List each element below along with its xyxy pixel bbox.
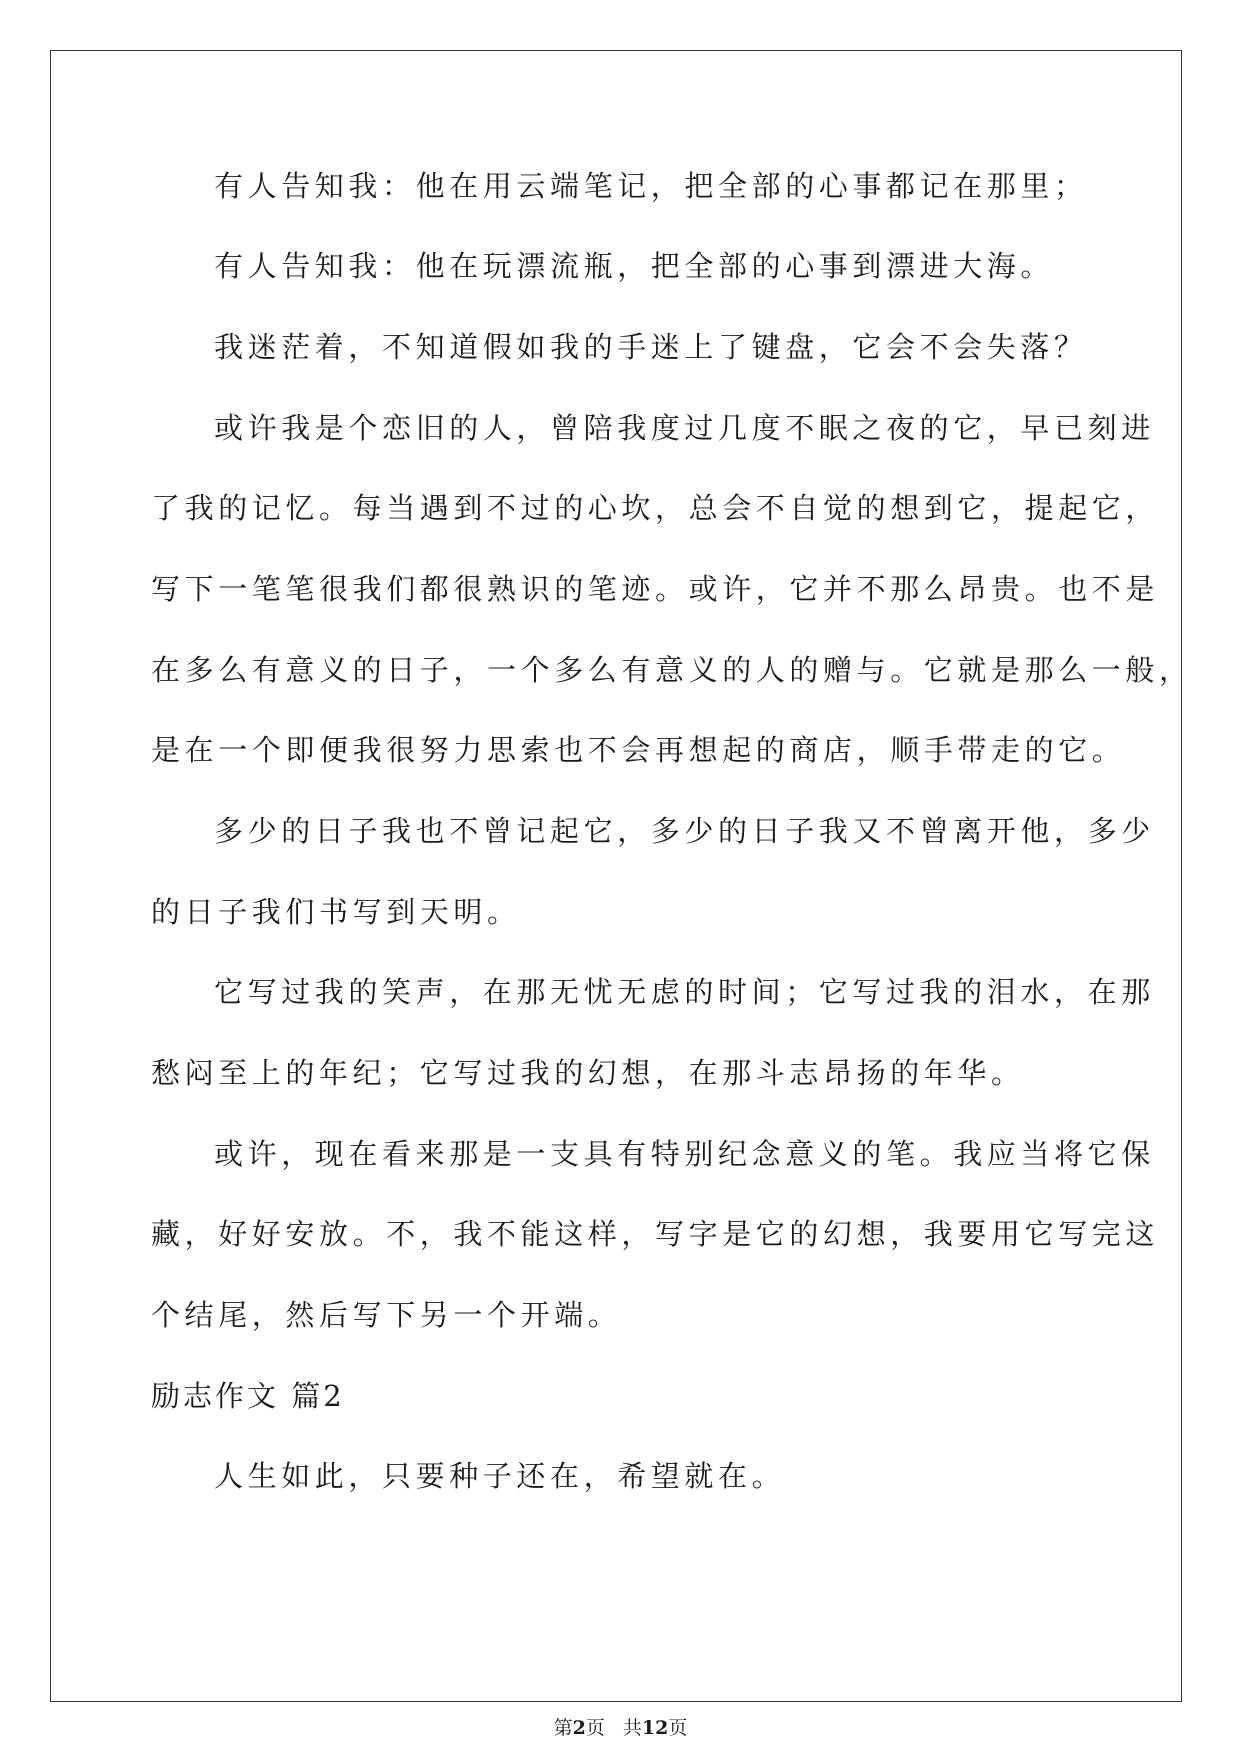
- paragraph-line: 是在一个即便我很努力思索也不会再想起的商店，顺手带走的它。: [151, 733, 1126, 767]
- page-prefix: 第: [553, 1717, 573, 1739]
- page-suffix: 页: [585, 1717, 605, 1739]
- paragraph-line: 了我的记忆。每当遇到不过的心坎，总会不自觉的想到它，提起它，: [151, 491, 1160, 525]
- paragraph-line: 有人告知我：他在玩漂流瓶，把全部的心事到漂进大海。: [214, 249, 1055, 283]
- paragraph-line: 或许，现在看来那是一支具有特别纪念意义的笔。我应当将它保: [214, 1137, 1155, 1171]
- section-heading: 励志作文 篇2: [151, 1379, 345, 1413]
- paragraph-line: 人生如此，只要种子还在，希望就在。: [214, 1459, 786, 1493]
- page-footer: [0, 1716, 1241, 1740]
- paragraph-line: 个结尾，然后写下另一个开端。: [151, 1298, 622, 1332]
- paragraph-line: 我迷茫着，不知道假如我的手迷上了键盘，它会不会失落？: [214, 330, 1088, 364]
- page-current: 2: [572, 1717, 586, 1739]
- page-total: 12: [641, 1717, 669, 1739]
- total-prefix: 共: [622, 1717, 642, 1739]
- paragraph-line: 多少的日子我也不曾记起它，多少的日子我又不曾离开他，多少: [214, 814, 1155, 848]
- paragraph-line: 有人告知我：他在用云端笔记，把全部的心事都记在那里；: [214, 169, 1088, 203]
- total-suffix: 页: [668, 1717, 688, 1739]
- page-border: [50, 50, 1182, 1702]
- paragraph-line: 藏，好好安放。不，我不能这样，写字是它的幻想，我要用它写完这: [151, 1217, 1160, 1251]
- paragraph-line: 它写过我的笑声，在那无忧无虑的时间；它写过我的泪水，在那: [214, 975, 1155, 1009]
- paragraph-line: 的日子我们书写到天明。: [151, 895, 521, 929]
- paragraph-line: 或许我是个恋旧的人，曾陪我度过几度不眠之夜的它，早已刻进: [214, 411, 1155, 445]
- paragraph-line: 写下一笔笔很我们都很熟识的笔迹。或许，它并不那么昂贵。也不是: [151, 572, 1160, 606]
- paragraph-line: 在多么有意义的日子，一个多么有意义的人的赠与。它就是那么一般，: [151, 653, 1193, 687]
- paragraph-line: 愁闷至上的年纪；它写过我的幻想，在那斗志昂扬的年华。: [151, 1056, 1025, 1090]
